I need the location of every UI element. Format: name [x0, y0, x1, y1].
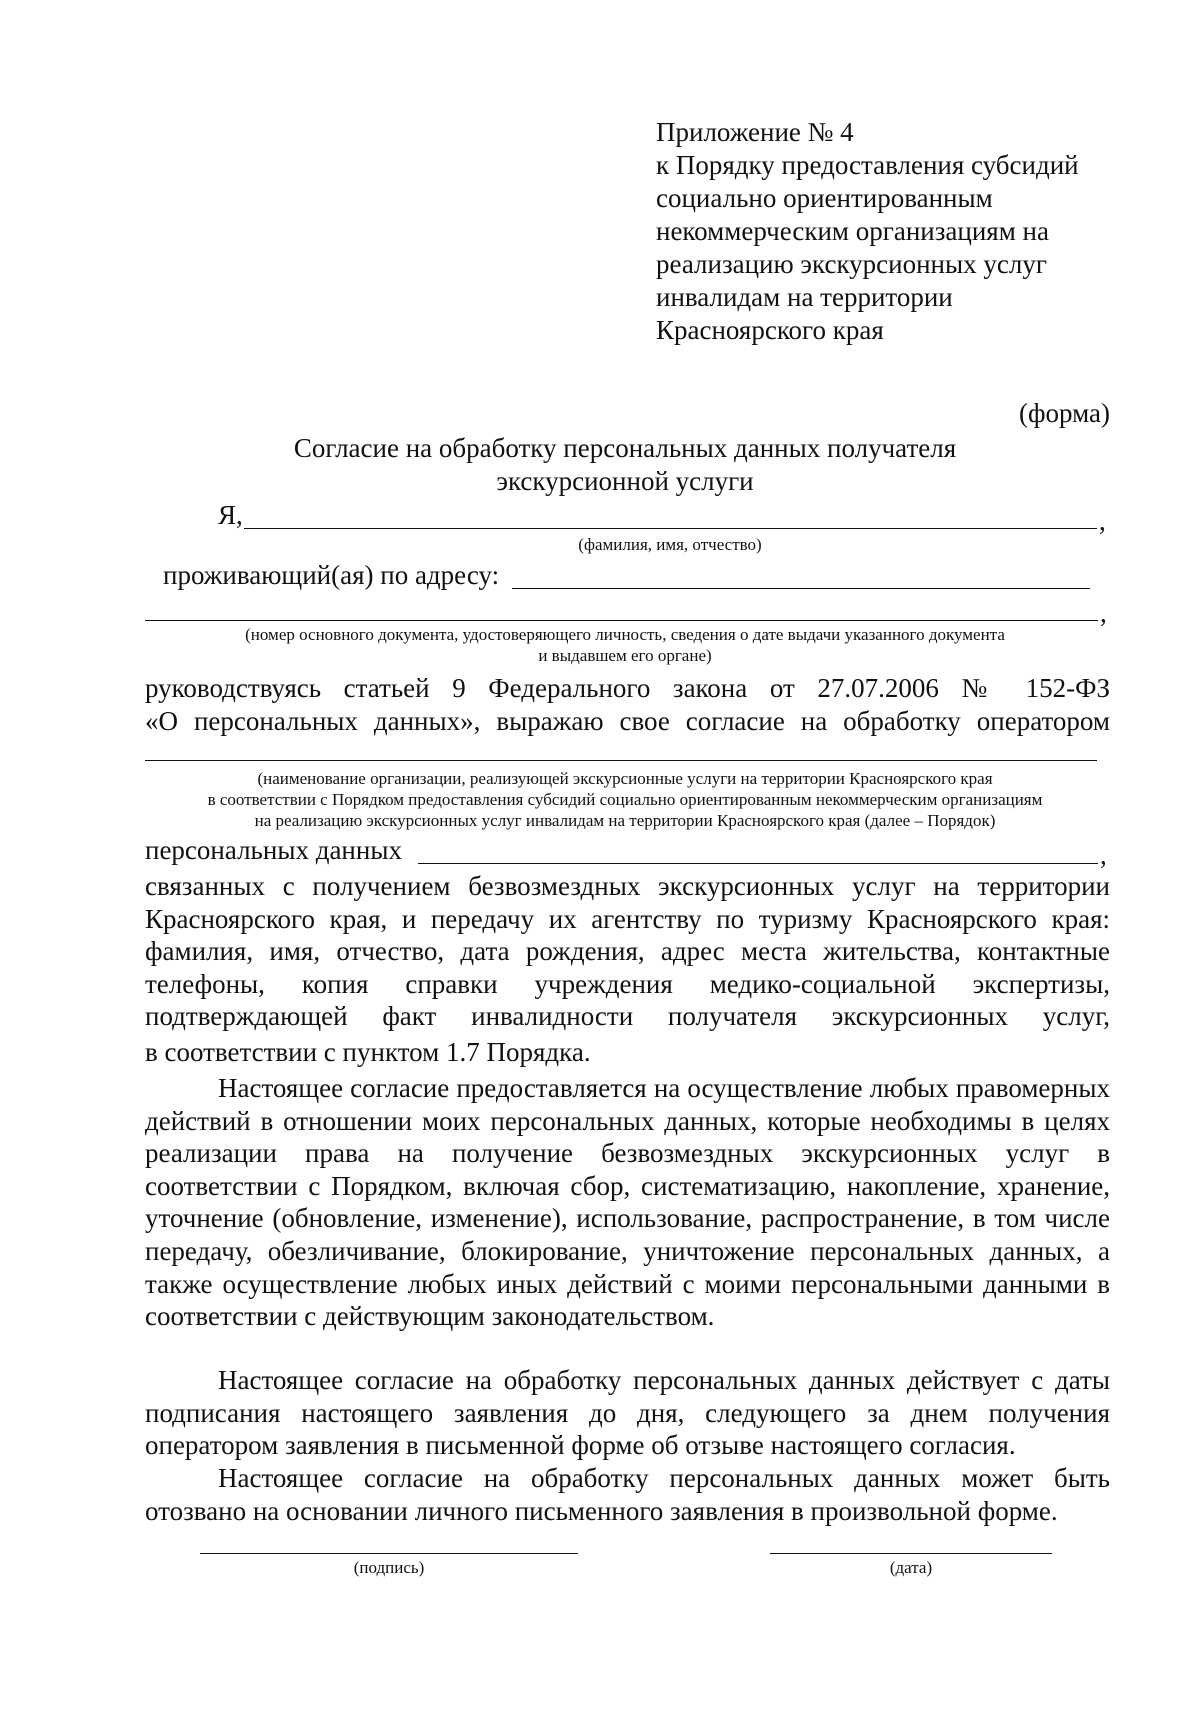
document-caption-line-2: и выдавшем его органе) — [538, 646, 712, 665]
fio-input-line[interactable] — [244, 528, 1097, 529]
appendix-line: Приложение № 4 — [656, 117, 854, 147]
pd-text-block — [145, 870, 1110, 1033]
operator-caption-line-3: на реализацию экскурсионных услуг инвалидам на территории Красноярского края (далее – Порядок) — [254, 811, 996, 830]
fio-comma: , — [1099, 506, 1106, 536]
document-comma: , — [1100, 598, 1107, 628]
pd-line: фамилия, имя, отчество, дата рождения, адрес места жительства, контактные — [145, 936, 1110, 967]
pd-last-line: в соответствии с пунктом 1.7 Порядка. — [145, 1037, 591, 1067]
date-line[interactable] — [770, 1553, 1052, 1554]
ya-label: Я, — [218, 500, 243, 530]
appendix-line: некоммерческим организациям на — [656, 216, 1049, 246]
appendix-line: инвалидам на территории — [656, 282, 953, 312]
title-line-2: экскурсионной услуги — [496, 466, 754, 496]
paragraph-3: Настоящее согласие на обработку персональных данных может быть отозвано на основании личного письменного заявления в произвольной форме. — [145, 1463, 1110, 1526]
pd-line: подтверждающей факт инвалидности получателя экскурсионных услуг, — [145, 1001, 1110, 1032]
document-title — [140, 432, 1110, 498]
date-caption: (дата) — [889, 1558, 933, 1577]
appendix-line: социально ориентированным — [656, 183, 993, 213]
appendix-line: реализацию экскурсионных услуг — [656, 249, 1047, 279]
pd-line: телефоны, копия справки учреждения медико-социальной экспертизы, — [145, 968, 1110, 999]
document-caption — [150, 624, 1100, 666]
fio-caption: (фамилия, имя, отчество) — [578, 535, 762, 554]
operator-caption-line-2: в соответствии с Порядком предоставления субсидий социально ориентированным некоммерческим организациям — [207, 790, 1043, 809]
document-caption-line-1: (номер основного документа, удостоверяющего личность, сведения о дате выдачи указанного документа — [245, 625, 1005, 644]
law-line-2: «О персональных данных», выражаю свое согласие на обработку оператором — [145, 706, 1110, 736]
paragraph-1-block — [145, 1072, 1110, 1333]
pd-comma: , — [1100, 840, 1107, 870]
pd-line: Красноярского края, и передачу их агентству по туризму Красноярского края: — [145, 903, 1110, 934]
appendix-header — [656, 116, 1136, 347]
appendix-line: Красноярского края — [656, 315, 884, 345]
paragraph-2-block — [145, 1364, 1110, 1462]
appendix-line: к Порядку предоставления субсидий — [656, 150, 1079, 180]
operator-input-line[interactable] — [145, 760, 1097, 761]
pd-line: связанных с получением безвозмездных экскурсионных услуг на территории — [145, 871, 1110, 901]
signature-caption: (подпись) — [353, 1558, 425, 1577]
document-input-line[interactable] — [145, 620, 1098, 621]
pd-input-line[interactable] — [418, 863, 1098, 864]
paragraph-2: Настоящее согласие на обработку персональных данных действует с даты подписания настоящего заявления до дня, следующего за днем получения оператором заявления в письменной форме об отзыве настоящего согласия. — [145, 1365, 1110, 1461]
law-line-1: руководствуясь статьей 9 Федерального закона от 27.07.2006 № 152-ФЗ — [145, 673, 1110, 703]
form-label: (форма) — [1019, 398, 1110, 428]
title-line-1: Согласие на обработку персональных данных получателя — [293, 433, 957, 463]
paragraph-1: Настоящее согласие предоставляется на осуществление любых правомерных действий в отношении моих персональных данных, которые необходимы в целях реализации права на получение безвозмездных экскурсионных услуг в соответствии с Порядком, включая сбор, систематизацию, накопление, хранение, уточнение (обновление, изменение), использование, распространение, в том числе передачу, обезличивание, блокирование, уничтожение персональных данных, а также осуществление любых иных действий с моими персональными данными в соответствии с действующим законодательством. — [145, 1073, 1110, 1332]
signature-line[interactable] — [200, 1553, 578, 1554]
address-input-line[interactable] — [512, 588, 1090, 589]
operator-caption — [150, 768, 1100, 831]
operator-caption-line-1: (наименование организации, реализующей экскурсионные услуги на территории Красноярского края — [257, 769, 993, 788]
address-label: проживающий(ая) по адресу: — [163, 560, 500, 590]
pd-label: персональных данных — [145, 835, 402, 865]
paragraph-3-block — [145, 1462, 1110, 1527]
